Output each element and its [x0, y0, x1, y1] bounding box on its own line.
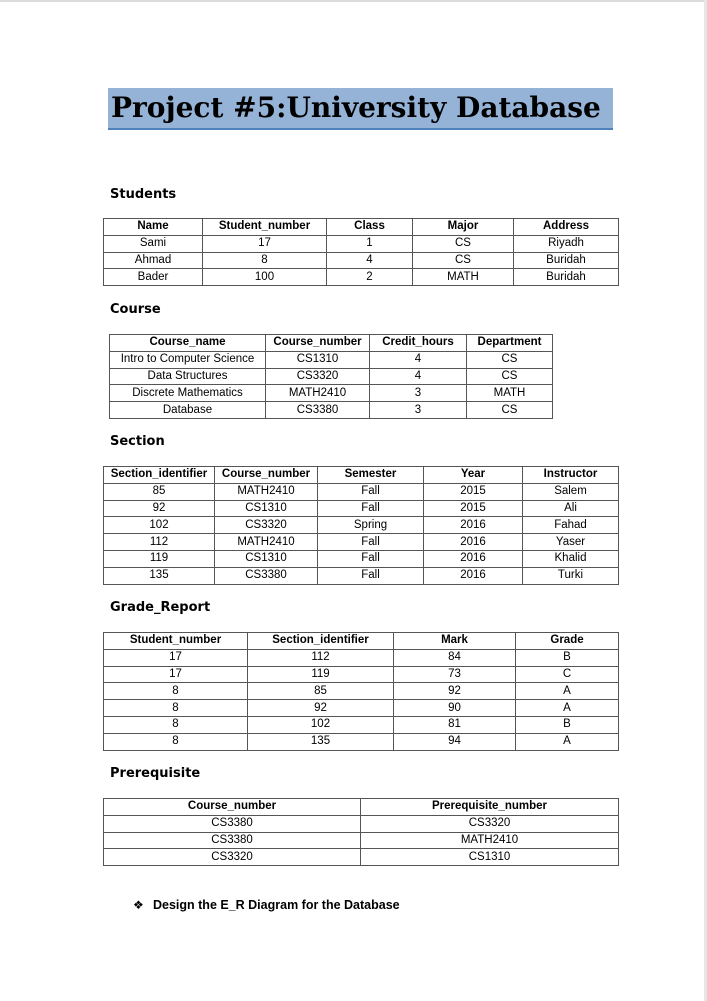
table-cell: Database	[110, 402, 266, 419]
table-cell: 1	[327, 235, 413, 252]
column-header: Name	[104, 219, 203, 236]
table-cell: Fall	[318, 500, 424, 517]
table-row	[104, 733, 619, 750]
column-header: Course_number	[266, 335, 370, 352]
table-cell: Bader	[104, 269, 203, 286]
column-header: Student_number	[104, 633, 248, 650]
column-header: Mark	[394, 633, 516, 650]
table-cell: CS	[413, 235, 514, 252]
table-cell: 8	[104, 683, 248, 700]
table-cell: A	[516, 700, 619, 717]
table-cell: 2016	[424, 517, 523, 534]
table-cell: Discrete Mathematics	[110, 385, 266, 402]
table-cell: 94	[394, 733, 516, 750]
students-table	[103, 218, 619, 286]
table-cell: 4	[327, 252, 413, 269]
table-cell: 2016	[424, 567, 523, 584]
table-cell: MATH2410	[361, 832, 619, 849]
table-cell: 17	[203, 235, 327, 252]
table-cell: 8	[104, 716, 248, 733]
table-cell: CS1310	[215, 500, 318, 517]
header-row	[104, 467, 619, 484]
header-row	[104, 219, 619, 236]
table-cell: Data Structures	[110, 368, 266, 385]
column-header: Major	[413, 219, 514, 236]
table-cell: CS3320	[104, 849, 361, 866]
table-cell: 92	[104, 500, 215, 517]
table-cell: 112	[104, 534, 215, 551]
table-cell: MATH	[467, 385, 553, 402]
table-cell: 8	[104, 700, 248, 717]
table-row	[104, 269, 619, 286]
table-cell: B	[516, 649, 619, 666]
table-row	[104, 483, 619, 500]
header-row	[104, 799, 619, 816]
course-heading: Course	[110, 302, 161, 317]
table-cell: CS1310	[361, 849, 619, 866]
table-cell: 2	[327, 269, 413, 286]
table-cell: Khalid	[523, 550, 619, 567]
table-row	[104, 815, 619, 832]
table-cell: Ahmad	[104, 252, 203, 269]
column-header: Credit_hours	[370, 335, 467, 352]
column-header: Prerequisite_number	[361, 799, 619, 816]
table-cell: C	[516, 666, 619, 683]
table-cell: 119	[248, 666, 394, 683]
page-edge	[0, 0, 707, 2]
table-cell: Fall	[318, 534, 424, 551]
table-row	[104, 666, 619, 683]
table-cell: Riyadh	[514, 235, 619, 252]
table-row	[104, 534, 619, 551]
table-cell: A	[516, 733, 619, 750]
table-cell: B	[516, 716, 619, 733]
table-cell: 102	[104, 517, 215, 534]
students-heading: Students	[110, 187, 177, 202]
table-cell: 90	[394, 700, 516, 717]
table-cell: 92	[248, 700, 394, 717]
table-cell: CS3380	[104, 815, 361, 832]
table-cell: CS	[467, 351, 553, 368]
table-cell: 119	[104, 550, 215, 567]
diamond-bullet-icon: ❖	[133, 898, 144, 912]
table-row	[104, 649, 619, 666]
column-header: Department	[467, 335, 553, 352]
table-cell: MATH2410	[215, 534, 318, 551]
table-cell: 112	[248, 649, 394, 666]
column-header: Course_number	[215, 467, 318, 484]
table-row	[110, 351, 553, 368]
column-header: Year	[424, 467, 523, 484]
table-cell: 17	[104, 649, 248, 666]
table-cell: Fahad	[523, 517, 619, 534]
table-cell: Ali	[523, 500, 619, 517]
table-row	[104, 252, 619, 269]
table-cell: 3	[370, 402, 467, 419]
table-row	[110, 368, 553, 385]
column-header: Section_identifier	[104, 467, 215, 484]
table-cell: Turki	[523, 567, 619, 584]
table-cell: 73	[394, 666, 516, 683]
table-cell: Spring	[318, 517, 424, 534]
section-heading: Section	[110, 434, 165, 449]
table-cell: CS1310	[266, 351, 370, 368]
table-cell: A	[516, 683, 619, 700]
table-cell: 2015	[424, 483, 523, 500]
table-row	[104, 716, 619, 733]
table-cell: 4	[370, 368, 467, 385]
table-cell: 102	[248, 716, 394, 733]
table-cell: 84	[394, 649, 516, 666]
table-row	[104, 517, 619, 534]
column-header: Class	[327, 219, 413, 236]
table-cell: 85	[248, 683, 394, 700]
table-row	[104, 235, 619, 252]
table-cell: Salem	[523, 483, 619, 500]
table-cell: CS	[413, 252, 514, 269]
table-row	[104, 567, 619, 584]
table-cell: 92	[394, 683, 516, 700]
table-cell: Buridah	[514, 269, 619, 286]
table-row	[104, 849, 619, 866]
prerequisite-heading: Prerequisite	[110, 766, 201, 781]
page-title: Project #5:University Database	[111, 91, 601, 124]
table-cell: 135	[104, 567, 215, 584]
table-cell: CS	[467, 368, 553, 385]
table-cell: 85	[104, 483, 215, 500]
task-text: Design the E_R Diagram for the Database	[153, 898, 400, 912]
table-cell: Fall	[318, 567, 424, 584]
table-row	[104, 683, 619, 700]
table-cell: Intro to Computer Science	[110, 351, 266, 368]
table-cell: CS3380	[266, 402, 370, 419]
table-cell: 135	[248, 733, 394, 750]
table-cell: CS3380	[215, 567, 318, 584]
table-cell: MATH	[413, 269, 514, 286]
table-cell: CS3320	[361, 815, 619, 832]
table-cell: MATH2410	[215, 483, 318, 500]
table-row	[104, 500, 619, 517]
table-cell: Sami	[104, 235, 203, 252]
table-row	[104, 700, 619, 717]
table-cell: 3	[370, 385, 467, 402]
grade-report-heading: Grade_Report	[110, 600, 211, 615]
table-cell: 4	[370, 351, 467, 368]
table-cell: CS	[467, 402, 553, 419]
column-header: Grade	[516, 633, 619, 650]
column-header: Student_number	[203, 219, 327, 236]
table-row	[104, 550, 619, 567]
header-row	[104, 633, 619, 650]
table-cell: 2016	[424, 550, 523, 567]
table-row	[104, 832, 619, 849]
title-banner	[108, 88, 613, 130]
table-cell: 2015	[424, 500, 523, 517]
grade-report-table	[103, 632, 619, 751]
column-header: Course_name	[110, 335, 266, 352]
table-cell: CS1310	[215, 550, 318, 567]
prerequisite-table	[103, 798, 619, 866]
header-row	[110, 335, 553, 352]
course-table	[109, 334, 553, 419]
table-cell: 17	[104, 666, 248, 683]
section-table	[103, 466, 619, 585]
table-row	[110, 385, 553, 402]
table-cell: 2016	[424, 534, 523, 551]
table-cell: CS3320	[266, 368, 370, 385]
table-cell: 8	[104, 733, 248, 750]
table-cell: Fall	[318, 550, 424, 567]
column-header: Semester	[318, 467, 424, 484]
column-header: Section_identifier	[248, 633, 394, 650]
table-row	[110, 402, 553, 419]
column-header: Course_number	[104, 799, 361, 816]
table-cell: Buridah	[514, 252, 619, 269]
column-header: Instructor	[523, 467, 619, 484]
table-cell: CS3380	[104, 832, 361, 849]
table-cell: 8	[203, 252, 327, 269]
table-cell: Yaser	[523, 534, 619, 551]
table-cell: CS3320	[215, 517, 318, 534]
table-cell: Fall	[318, 483, 424, 500]
column-header: Address	[514, 219, 619, 236]
table-cell: MATH2410	[266, 385, 370, 402]
table-cell: 100	[203, 269, 327, 286]
table-cell: 81	[394, 716, 516, 733]
